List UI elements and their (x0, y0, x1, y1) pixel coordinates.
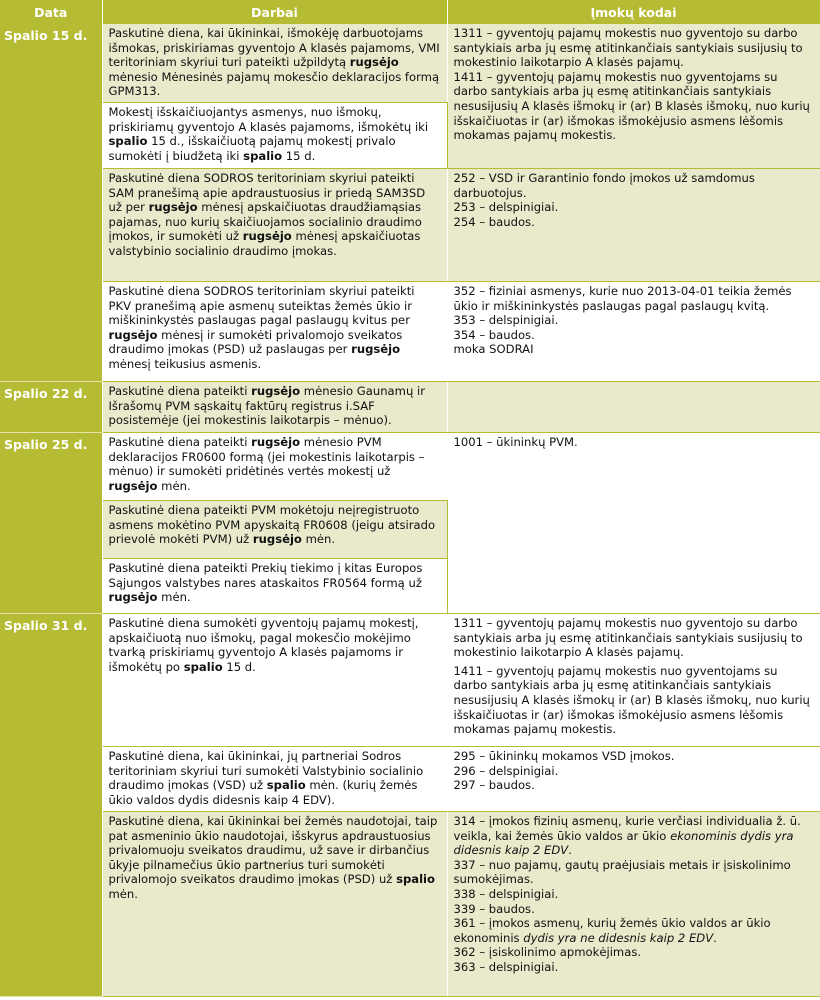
table-row (0, 381, 820, 432)
date-cell: Spalio 25 d. (0, 432, 102, 613)
table-row (0, 281, 820, 381)
work-cell: Paskutinė diena, kai ūkininkai bei žemės naudotojai, taip pat asmeninio ūkio naudotojai, išskyrus apdraustuosius privalomuoju sveikatos draudimu, už save ir dirbančius ūkyje pilnamečius ūkio partnerius turi sumokėti privalomojo sveikatos draudimo įmokas (PSD) už spalio mėn. (102, 811, 447, 996)
date-cell: Spalio 15 d. (0, 24, 102, 381)
codes-cell: 295 – ūkininkų mokamos VSD įmokos. 296 – delspinigiai. 297 – baudos. (447, 746, 820, 811)
header-codes: Įmokų kodai (447, 0, 820, 24)
codes-cell: 314 – įmokos fizinių asmenų, kurie verčiasi individualia ž. ū. veikla, kai žemės ūkio valdos ar ūkio ekonominis dydis yra didesnis kaip 2 EDV. 337 – nuo pajamų, gautų praėjusiais metais ir įsiskolinimo sumokėjimas. 338 – delspinigiai. 339 – baudos. 361 – įmokos asmenų, kurių žemės ūkio valdos ar ūkio ekonominis dydis yra ne didesnis kaip 2 EDV. 362 – įsiskolinimo apmokėjimas. 363 – delspinigiai. (447, 811, 820, 996)
work-cell: Paskutinė diena sumokėti gyventojų pajamų mokestį, apskaičiuotą nuo išmokų, pagal mokesčio mokėjimo tvarką priskiriamų gyventojo A klasės pajamoms ir išmokėtų po spalio 15 d. (102, 613, 447, 746)
work-cell: Paskutinė diena pateikti PVM mokėtoju neįregistruoto asmens mokėtino PVM apyskaitą FR0608 (jeigu atsirado prievolė mokėti PVM) už rugsėjo mėn. (102, 500, 447, 558)
work-cell: Paskutinė diena SODROS teritoriniam skyriui pateikti SAM pranešimą apie apdraustuosius ir priedą SAM3SD už per rugsėjo mėnesį apskaičiuotas draudžiamąsias pajamas, nuo kurių skaičiuojamos socialinio draudimo įmokos, ir sumokėti už rugsėjo mėnesį apskaičiuotas valstybinio socialinio draudimo įmokas. (102, 168, 447, 281)
table-row (0, 24, 820, 102)
date-cell: Spalio 31 d. (0, 613, 102, 996)
codes-cell: 1311 – gyventojų pajamų mokestis nuo gyventojo su darbo santykiais arba jų esmę atitinkančiais santykiais susijusių to mokestinio laikotarpio A klasės pajamų. 1411 – gyventojų pajamų mokestis nuo gyventojams su darbo santykiais arba jų esmę atitinkančiais santykiais nesusijusių A klasės išmokų ir (ar) B klasės išmokų, nuo kurių išskaičiuotas ir (ar) išmokas išmokėjusio asmens lėšomis mokamas pajamų mokestis. (447, 613, 820, 746)
table-row (0, 168, 820, 281)
work-cell: Paskutinė diena pateikti rugsėjo mėnesio PVM deklaracijos FR0600 formą (jei mokestinis laikotarpis – mėnuo) ir sumokėti pridėtinės vertės mokestį už rugsėjo mėn. (102, 432, 447, 500)
date-cell: Spalio 22 d. (0, 381, 102, 432)
codes-cell: 252 – VSD ir Garantinio fondo įmokos už samdomus darbuotojus. 253 – delspinigiai. 254 – baudos. (447, 168, 820, 281)
work-cell: Paskutinė diena, kai ūkininkai, jų partneriai Sodros teritoriniam skyriui turi sumokėti Valstybinio socialinio draudimo įmokas (VSD) už spalio mėn. (kurių žemės ūkio valdos dydis didesnis kaip 4 EDV). (102, 746, 447, 811)
work-cell: Paskutinė diena SODROS teritoriniam skyriui pateikti PKV pranešimą apie asmenų suteiktas žemės ūkio ir miškininkystės paslaugas pagal paslaugų kvitus per rugsėjo mėnesį ir sumokėti privalomojo sveikatos draudimo įmokas (PSD) už paslaugas per rugsėjo mėnesį teikusius asmenis. (102, 281, 447, 381)
table-row (0, 432, 820, 500)
header-row (0, 0, 820, 24)
codes-cell: 1001 – ūkininkų PVM. (447, 432, 820, 613)
header-date: Data (0, 0, 102, 24)
header-work: Darbai (102, 0, 447, 24)
table-row (0, 613, 820, 746)
work-cell: Mokestį išskaičiuojantys asmenys, nuo išmokų, priskiriamų gyventojo A klasės pajamoms, išmokėtų iki spalio 15 d., išskaičiuotą pajamų mokestį privalo sumokėti į biudžetą iki spalio 15 d. (102, 102, 447, 168)
codes-cell: 1311 – gyventojų pajamų mokestis nuo gyventojo su darbo santykiais arba jų esmę atitinkančiais santykiais susijusių to mokestinio laikotarpio A klasės pajamų. 1411 – gyventojų pajamų mokestis nuo gyventojams su darbo santykiais arba jų esmę atitinkančiais santykiais nesusijusių A klasės išmokų ir (ar) B klasės išmokų, nuo kurių išskaičiuotas ir (ar) išmokas išmokėjusio asmens lėšomis mokamas pajamų mokestis. (447, 24, 820, 168)
table-row (0, 746, 820, 811)
work-cell: Paskutinė diena pateikti rugsėjo mėnesio Gaunamų ir Išrašomų PVM sąskaitų faktūrų registrus i.SAF posistemėje (jei mokestinis laikotarpis – mėnuo). (102, 381, 447, 432)
codes-cell (447, 381, 820, 432)
codes-cell: 352 – fiziniai asmenys, kurie nuo 2013-04-01 teikia žemės ūkio ir miškininkystės paslaugas pagal paslaugų kvitą. 353 – delspinigiai. 354 – baudos. moka SODRAI (447, 281, 820, 381)
work-cell: Paskutinė diena, kai ūkininkai, išmokėję darbuotojams išmokas, priskiriamas gyventojo A klasės pajamoms, VMI teritoriniam skyriui turi pateikti užpildytą rugsėjo mėnesio Mėnesinės pajamų mokesčio deklaracijos formą GPM313. (102, 24, 447, 102)
work-cell: Paskutinė diena pateikti Prekių tiekimo į kitas Europos Sąjungos valstybes nares ataskaitos FR0564 formą už rugsėjo mėn. (102, 558, 447, 613)
table-row (0, 811, 820, 996)
